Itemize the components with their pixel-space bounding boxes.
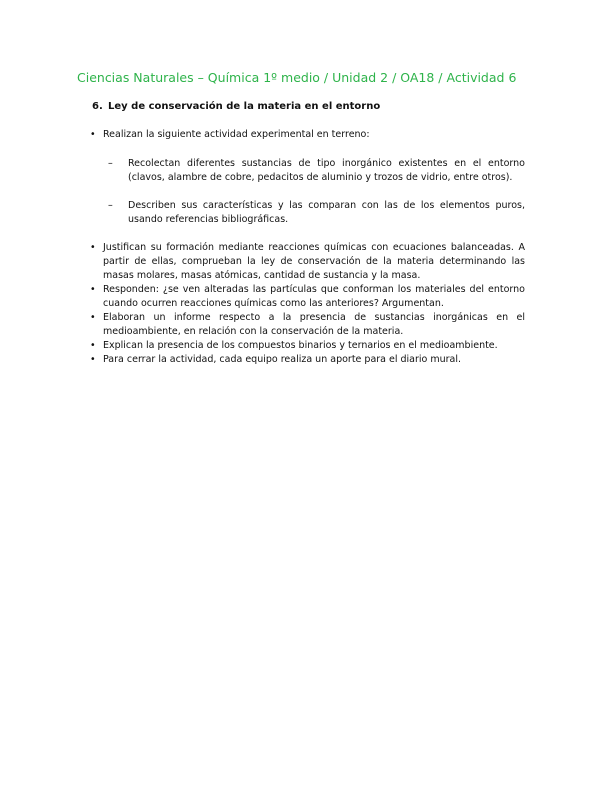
list-item-intro: • Realizan la siguiente actividad experimental en terreno:: [103, 128, 525, 142]
list-item: • Responden: ¿se ven alteradas las partículas que conforman los materiales del entorno cuando ocurren reacciones químicas como las anteriores? Argumentan.: [103, 283, 525, 311]
sub-list-item: – Describen sus características y las comparan con las de los elementos puros, usando referencias bibliográficas.: [128, 199, 525, 227]
section-title: Ley de conservación de la materia en el entorno: [108, 101, 381, 112]
list-item: • Elaboran un informe respecto a la presencia de sustancias inorgánicas en el medioambiente, en relación con la conservación de la materia.: [103, 311, 525, 339]
page-header: Ciencias Naturales – Química 1º medio / Unidad 2 / OA18 / Actividad 6: [77, 70, 517, 85]
list-item: • Justifican su formación mediante reacciones químicas con ecuaciones balanceadas. A partir de ellas, comprueban la ley de conservación de la materia determinando las masas molares, masas atómicas, cantidad de sustancia y la masa.: [103, 241, 525, 283]
section-heading: [92, 101, 380, 112]
section-number: 6.: [92, 101, 103, 112]
list-item: • Para cerrar la actividad, cada equipo realiza un aporte para el diario mural.: [103, 353, 525, 367]
sub-list-item: – Recolectan diferentes sustancias de tipo inorgánico existentes en el entorno (clavos, alambre de cobre, pedacitos de aluminio y trozos de vidrio, entre otros).: [128, 157, 525, 185]
list-item: • Explican la presencia de los compuestos binarios y ternarios en el medioambiente.: [103, 339, 525, 353]
